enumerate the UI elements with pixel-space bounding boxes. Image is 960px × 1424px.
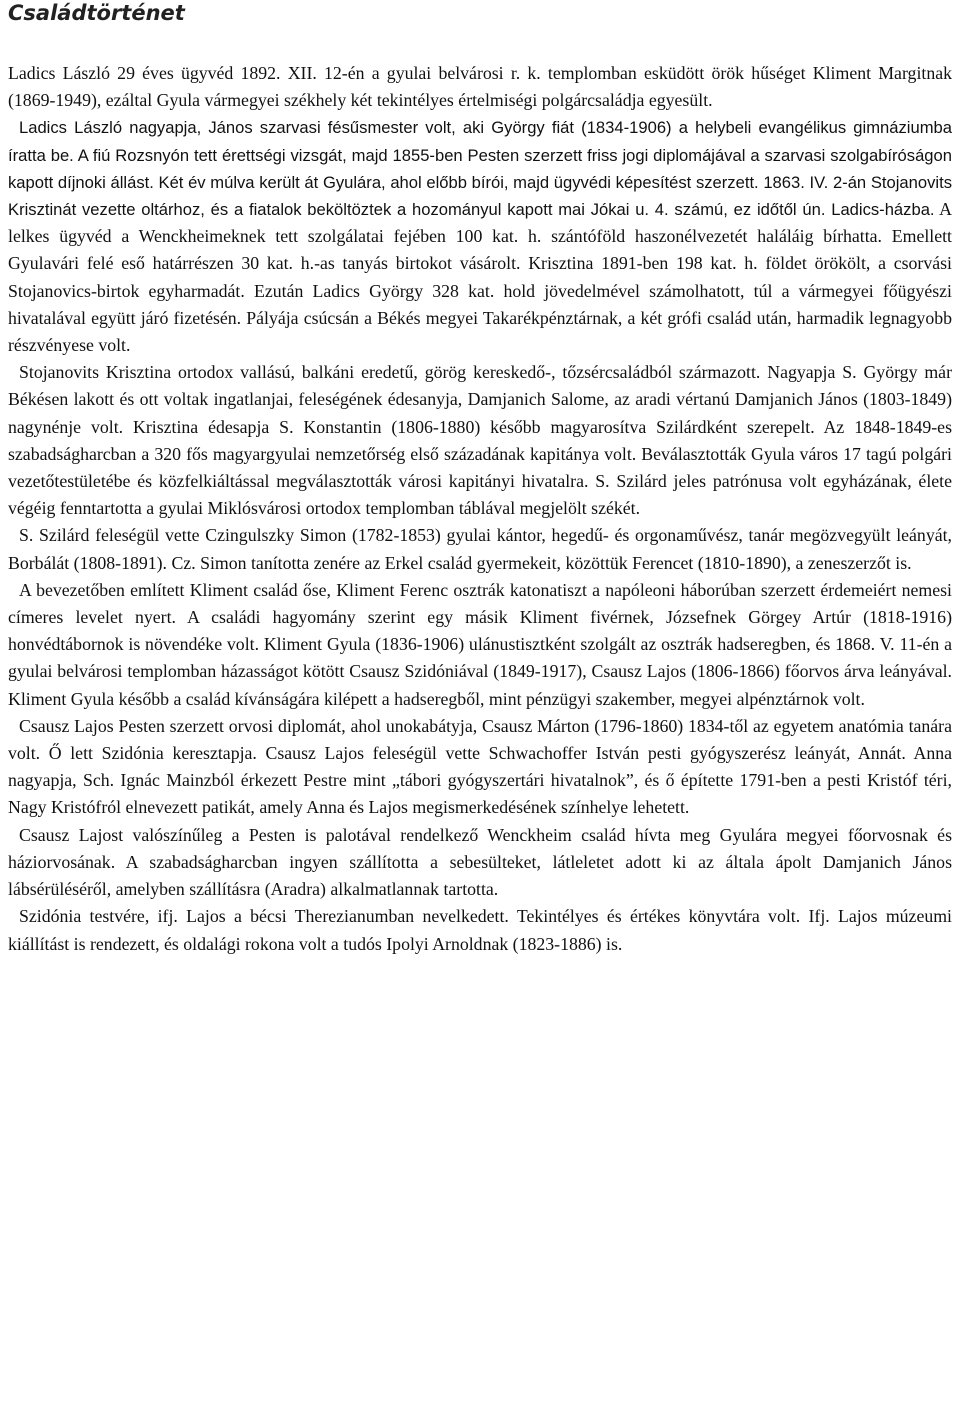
paragraph-1 <box>8 60 952 114</box>
paragraph-3 <box>8 359 952 522</box>
paragraph-text-sans: A fiú Rozsnyón tett érettségi vizsgát, majd 1855-ben Pesten szerzett friss jogi diplomájával a szarvasi szolgabíróságon kapott díjnoki állást. Két év múlva került át Gyulára, ahol előbb bírói, majd ügyvédi képesítést szerzett. 1863. IV. 2-án Stojanovits Krisztinát vezette oltárhoz, és a fiatalok beköltöztek a hozományul kapott mai Jókai u. 4. számú, ez időtől ún. Ladics-házba. <box>8 145 952 220</box>
paragraph-6 <box>8 713 952 822</box>
paragraph-text: Ladics László 29 éves ügyvéd 1892. XII. 12-én a gyulai belvárosi r. k. templomban esküdött örök hűséget Kliment Margitnak (1869-1949), ezáltal Gyula vármegyei székhely két tekintélyes értelmiségi polgárcsaládja egyesült. <box>8 63 952 111</box>
document-body <box>8 60 952 958</box>
paragraph-text: A bevezetőben említett Kliment család őse, Kliment Ferenc osztrák katonatiszt a napóleoni háborúban szerzett érdemeiért nemesi címeres levelet nyert. A családi hagyomány szerint egy másik Kliment fivérnek, Józsefnek Görgey Artúr (1818-1916) honvédtábornok is növendéke volt. Kliment Gyula (1836-1906) ulánustisztként szolgált az osztrák hadseregben, és 1868. V. 11-én a gyulai belvárosi templomban házasságot kötött Csausz Szidóniával (1849-1917), Csausz Lajos (1806-1866) főorvos árva leányával. Kliment Gyula később a család kívánságára kilépett a hadseregből, mint pénzügyi szakember, megyei alpénztárnok volt. <box>8 579 952 709</box>
paragraph-5 <box>8 577 952 713</box>
running-header: Családtörténet <box>8 1 185 25</box>
paragraph-text: Szidónia testvére, ifj. Lajos a bécsi Therezianumban nevelkedett. Tekintélyes és értékes könyvtára volt. Ifj. Lajos múzeumi kiállítást is rendezett, és oldalági rokona volt a tudós Ipolyi Arnoldnak (1823-1886) is. <box>8 906 952 954</box>
paragraph-text: A lelkes ügyvéd a Wenckheimeknek tett szolgálatai fejében 100 kat. h. szántóföld haszonélvezetét haláláig bírhatta. Emellett Gyulavári felé eső határrészen 30 kat. h.-as tanyás birtokot vásárolt. Krisztina 1891-ben 198 kat. h. földet örökölt, a csorvási Stojanovics-birtok egyharmadát. Ezután Ladics György 328 kat. hold jövedelmével számolhatott, túl a vármegyei főügyészi hivatalával együtt járó fizetésén. Pályája csúcsán a Békés megyei Takarékpénztárnak, a két grófi család után, harmadik legnagyobb részvényese volt. <box>8 199 952 356</box>
paragraph-8 <box>8 903 952 957</box>
paragraph-4 <box>8 522 952 576</box>
paragraph-text: Csausz Lajost valószínűleg a Pesten is palotával rendelkező Wenckheim család hívta meg Gyulára megyei főorvosnak és háziorvosának. A szabadságharcban ingyen szállította a sebesülteket, látleletet adott ki az általa ápolt Damjanich János lábsérüléséről, amelyben szállításra (Aradra) alkalmatlannak tartotta. <box>8 824 952 900</box>
paragraph-text: Stojanovits Krisztina ortodox vallású, balkáni eredetű, görög kereskedő-, tőzsércsaládból származott. Nagyapja S. György már Békésen lakott és ott voltak ingatlanjai, feleségének édesanyja, Damjanich Salome, az aradi vértanú Damjanich János (1803-1849) nagynénje volt. Krisztina édesapja S. Konstantin (1806-1880) később magyarosítva Szilárdként szerepelt. Az 1848-1849-es szabadságharcban a 320 fős magyargyulai nemzetőrség első századának kapitánya volt. Beválasztották Gyula város 17 tagú polgári vezetőtestületébe és közfelkiáltással megválasztották városi kapitányi hivatalra. S. Szilárd jeles patrónusa volt egyházának, élete végéig fenntartotta a gyulai Miklósvárosi ortodox templomban táblával megjelölt székét. <box>8 362 952 519</box>
paragraph-text-sans: Ladics László nagyapja, János szarvasi fésűsmester volt, aki György fiát (1834-1906) a helybeli evangélikus gimnáziumba íratta be. <box>8 118 952 165</box>
paragraph-text: Csausz Lajos Pesten szerzett orvosi diplomát, ahol unokabátyja, Csausz Márton (1796-1860) 1834-től az egyetem anatómia tanára volt. Ő lett Szidónia keresztapja. Csausz Lajos feleségül vette Schwachoffer István pesti gyógyszerész leányát, Annát. Anna nagyapja, Sch. Ignác Mainzból érkezett Pestre mint „tábori gyógyszertári hivatalnok”, és ő építette 1791-ben a pesti Kristóf téri, Nagy Kristófról elnevezett patikát, amely Anna és Lajos megismerkedésének színhelye lehetett. <box>8 715 952 818</box>
paragraph-2 <box>8 114 952 359</box>
paragraph-text: S. Szilárd feleségül vette Czingulszky Simon (1782-1853) gyulai kántor, hegedű- és orgonaművész, tanár megözvegyült leányát, Borbálát (1808-1891). Cz. Simon tanította zenére az Erkel család gyermekeit, közöttük Ferencet (1810-1890), a zeneszerzőt is. <box>8 525 952 573</box>
paragraph-7 <box>8 822 952 904</box>
